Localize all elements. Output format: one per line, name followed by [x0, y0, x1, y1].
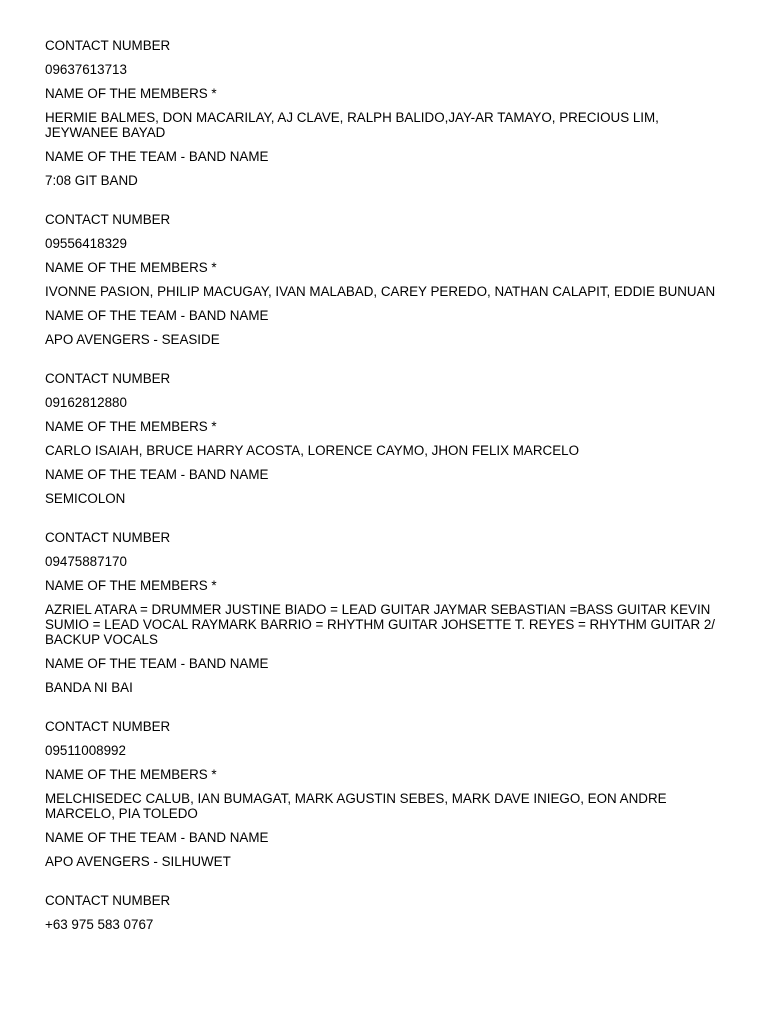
contact-number-value: 09556418329 [45, 236, 127, 251]
members-value: HERMIE BALMES, DON MACARILAY, AJ CLAVE, RALPH BALIDO,JAY-AR TAMAYO, PRECIOUS LIM, JEYWANEE BAYAD [45, 110, 659, 140]
team-name-value: APO AVENGERS - SILHUWET [45, 854, 231, 869]
registration-entry [45, 719, 725, 869]
members-value: CARLO ISAIAH, BRUCE HARRY ACOSTA, LORENCE CAYMO, JHON FELIX MARCELO [45, 443, 580, 458]
team-name-label: NAME OF THE TEAM - BAND NAME [45, 149, 269, 164]
team-name-label: NAME OF THE TEAM - BAND NAME [45, 656, 269, 671]
members-label: NAME OF THE MEMBERS * [45, 260, 217, 275]
members-label: NAME OF THE MEMBERS * [45, 86, 217, 101]
team-name-value: SEMICOLON [45, 491, 126, 506]
contact-number-value: 09162812880 [45, 395, 127, 410]
team-name-label: NAME OF THE TEAM - BAND NAME [45, 308, 269, 323]
contact-number-label: CONTACT NUMBER [45, 371, 171, 386]
members-value: MELCHISEDEC CALUB, IAN BUMAGAT, MARK AGUSTIN SEBES, MARK DAVE INIEGO, EON ANDRE MARCELO, PIA TOLEDO [45, 791, 667, 821]
contact-number-label: CONTACT NUMBER [45, 530, 171, 545]
members-label: NAME OF THE MEMBERS * [45, 419, 217, 434]
registration-entry [45, 893, 725, 932]
registration-entry [45, 38, 725, 188]
contact-number-value: 09475887170 [45, 554, 127, 569]
team-name-value: BANDA NI BAI [45, 680, 133, 695]
registration-entry [45, 371, 725, 506]
contact-number-value: 09637613713 [45, 62, 127, 77]
team-name-label: NAME OF THE TEAM - BAND NAME [45, 830, 269, 845]
document-page [45, 38, 725, 956]
contact-number-label: CONTACT NUMBER [45, 893, 171, 908]
members-value: AZRIEL ATARA = DRUMMER JUSTINE BIADO = LEAD GUITAR JAYMAR SEBASTIAN =BASS GUITAR KEVIN SUMIO = LEAD VOCAL RAYMARK BARRIO = RHYTHM GUITAR JOHSETTE T. REYES = RHYTHM GUITAR 2/ BACKUP VOCALS [45, 602, 716, 647]
registration-entry [45, 530, 725, 695]
team-name-label: NAME OF THE TEAM - BAND NAME [45, 467, 269, 482]
team-name-value: APO AVENGERS - SEASIDE [45, 332, 220, 347]
members-label: NAME OF THE MEMBERS * [45, 578, 217, 593]
contact-number-value: 09511008992 [45, 743, 126, 758]
contact-number-label: CONTACT NUMBER [45, 38, 171, 53]
contact-number-label: CONTACT NUMBER [45, 212, 171, 227]
team-name-value: 7:08 GIT BAND [45, 173, 138, 188]
contact-number-value: +63 975 583 0767 [45, 917, 154, 932]
registration-entry [45, 212, 725, 347]
members-label: NAME OF THE MEMBERS * [45, 767, 217, 782]
contact-number-label: CONTACT NUMBER [45, 719, 171, 734]
members-value: IVONNE PASION, PHILIP MACUGAY, IVAN MALABAD, CAREY PEREDO, NATHAN CALAPIT, EDDIE BUNUAN [45, 284, 716, 299]
